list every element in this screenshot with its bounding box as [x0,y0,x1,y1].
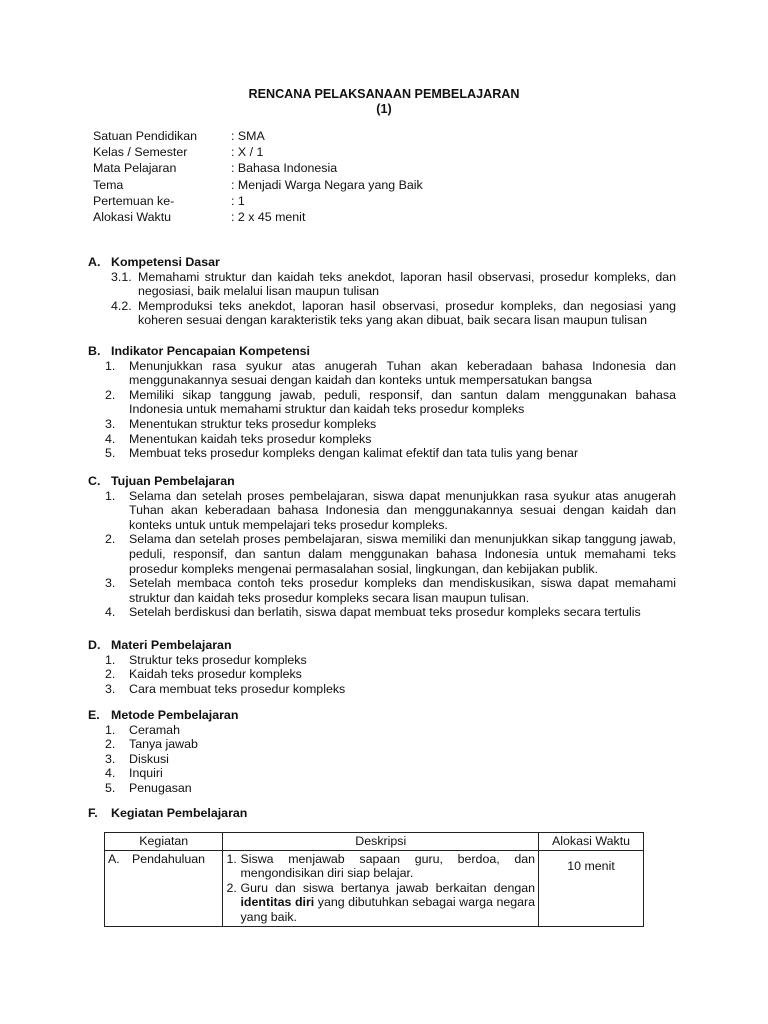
info-row [93,209,423,225]
list-item [105,576,676,605]
activity-table [104,832,644,927]
section-heading [88,255,676,270]
item-text: Selama dan setelah proses pembelajaran, siswa dapat menunjukkan rasa syukur atas anugerah Tuhan akan keberadaan bahasa Indonesia dan menggunakannya sesuai dengan kaidah dan konteks untuk untuk mempelajari teks prosedur kompleks. [129,488,676,532]
list-item [226,852,535,881]
list-item [105,682,676,697]
section-kegiatan [88,806,676,821]
document-title [0,87,768,117]
section-heading [88,344,676,359]
list-item [226,881,535,925]
section-heading [88,474,676,489]
item-text: Memahami struktur dan kaidah teks anekdot, laporan hasil observasi, prosedur kompleks, dan negosiasi, baik melalui lisan maupun tulisan [138,269,676,299]
section-indikator [88,344,676,461]
item-number: 3. [105,681,116,696]
info-key: Satuan Pendidikan [93,129,198,143]
list-item [105,667,676,682]
item-number: 4. [105,431,116,446]
list-item [111,270,676,299]
item-number: 3. [105,751,116,766]
item-text: Menunjukkan rasa syukur atas anugerah Tuhan akan keberadaan bahasa Indonesia dan menggunakannya sesuai dengan kaidah dan konteks untuk mempersatukan bangsa [129,358,676,388]
item-number: 3. [105,576,116,591]
section-title: Metode Pembelajaran [111,708,239,722]
list-item [105,605,676,620]
deskripsi-cell [223,850,539,926]
item-text: Cara membuat teks prosedur kompleks [129,681,346,696]
list-item [105,532,676,576]
indikator-list [88,359,676,461]
item-text: Memiliki sikap tanggung jawab, peduli, responsif, dan santun dalam menggunakan bahasa Indonesia untuk memahami struktur dan kaidah teks prosedur kompleks [129,387,676,417]
item-number: 2. [105,667,116,682]
section-letter: C. [88,474,101,488]
item-text: Inquiri [129,766,163,781]
section-metode [88,708,676,796]
info-key: Kelas / Semester [93,145,188,160]
item-text: Memproduksi teks anekdot, laporan hasil observasi, prosedur kompleks, dan negosiasi yang koheren sesuai dengan karakteristik teks yang akan dibuat, baik secara lisan maupun tulisan [138,298,676,328]
section-heading [88,806,676,821]
title-line-1: RENCANA PELAKSANAAN PEMBELAJARAN [248,87,520,101]
section-title: Kompetensi Dasar [111,255,220,269]
section-title: Indikator Pencapaian Kompetensi [111,344,310,358]
info-value: : 1 [231,193,245,208]
info-row [93,144,423,160]
item-text-end: yang dibutuhkan sebagai warga negara yang baik. [240,895,536,924]
item-text [240,881,535,925]
info-row [93,128,423,144]
item-number: 2. [105,532,116,547]
item-text: Selama dan setelah proses pembelajaran, siswa memiliki dan menunjukkan sikap tanggung jawab, peduli, responsif, dan santun dalam menggunakan bahasa Indonesia untuk memahami teks prosedur kompleks mengenai permasalahan sosial, lingkungan, dan kebijakan publik. [129,532,676,576]
info-value: : Menjadi Warga Negara yang Baik [231,177,423,192]
list-item [105,766,676,781]
list-item [105,417,676,432]
title-line-2: (1) [376,102,392,116]
item-number: 1. [105,652,116,667]
section-title: Materi Pembelajaran [111,638,232,652]
list-item [105,446,676,461]
item-number: 1. [105,358,116,373]
item-number: 4.2. [111,298,132,313]
kompetensi-list [88,270,676,328]
metode-list [88,723,676,796]
list-item [105,653,676,668]
info-key: Tema [93,177,124,192]
info-value: : Bahasa Indonesia [231,161,338,176]
item-text: Membuat teks prosedur kompleks dengan kalimat efektif dan tata tulis yang benar [129,446,579,461]
item-text: Diskusi [129,751,169,766]
section-letter: F. [88,806,98,820]
item-number: 5. [105,780,116,795]
alokasi-cell: 10 menit [539,850,644,926]
kegiatan-name: Pendahuluan [132,851,206,866]
item-text: Siswa menjawab sapaan guru, berdoa, dan mengondisikan diri siap belajar. [240,851,536,881]
section-heading [88,708,676,723]
item-text: Penugasan [129,780,192,795]
item-text-start: Guru dan siswa bertanya jawab berkaitan dengan [240,880,536,895]
item-number: 1. [105,722,116,737]
section-letter: A. [88,255,101,269]
list-item [105,359,676,388]
item-number: 1. [105,488,116,503]
table-row [105,850,644,926]
list-item [105,388,676,417]
item-text: Kaidah teks prosedur kompleks [129,667,302,682]
item-text: Struktur teks prosedur kompleks [129,652,307,667]
section-title: Tujuan Pembelajaran [111,474,235,488]
list-item [105,723,676,738]
section-tujuan [88,474,676,620]
kegiatan-letter: A. [108,851,120,866]
item-text: Setelah membaca contoh teks prosedur kompleks dan mendiskusikan, siswa dapat memahami struktur dan kaidah teks prosedur kompleks secara lisan maupun tulisan. [129,576,676,605]
tujuan-list [88,489,676,620]
item-number: 2. [105,387,116,402]
section-title: Kegiatan Pembelajaran [111,806,248,820]
info-row [93,177,423,193]
identity-table [93,128,423,225]
item-text: Tanya jawab [129,737,198,752]
item-number: 2. [226,880,237,895]
item-number: 3. [105,416,116,431]
table-header-row [105,833,644,851]
item-text: Menentukan kaidah teks prosedur kompleks [129,431,372,446]
item-number: 3.1. [111,269,132,284]
column-header-alokasi: Alokasi Waktu [539,833,644,851]
list-item [105,489,676,533]
item-number: 5. [105,446,116,461]
column-header-kegiatan: Kegiatan [105,833,223,851]
section-kompetensi-dasar [88,255,676,328]
item-number: 4. [105,766,116,781]
info-key: Pertemuan ke- [93,193,175,208]
section-letter: E. [88,708,100,722]
info-key: Alokasi Waktu [93,209,172,224]
item-text: Ceramah [129,722,180,737]
list-item [105,781,676,796]
item-text: Setelah berdiskusi dan berlatih, siswa dapat membuat teks prosedur kompleks secara tertulis [129,605,641,620]
section-materi [88,638,676,696]
section-letter: B. [88,344,101,358]
column-header-deskripsi: Deskripsi [223,833,539,851]
item-number: 2. [105,737,116,752]
materi-list [88,653,676,697]
section-heading [88,638,676,653]
info-value: : 2 x 45 menit [231,209,306,224]
list-item [105,737,676,752]
list-item [105,752,676,767]
item-text: Menentukan struktur teks prosedur kompleks [129,416,377,431]
list-item [105,432,676,447]
info-row [93,193,423,209]
item-number: 4. [105,605,116,620]
kegiatan-cell [105,850,223,926]
list-item [111,299,676,328]
info-value: : SMA [231,129,265,143]
item-text-emphasis: identitas diri [240,895,315,910]
info-row [93,160,423,176]
info-key: Mata Pelajaran [93,161,177,176]
section-letter: D. [88,638,101,652]
info-value: : X / 1 [231,145,264,160]
item-number: 1. [226,851,237,866]
